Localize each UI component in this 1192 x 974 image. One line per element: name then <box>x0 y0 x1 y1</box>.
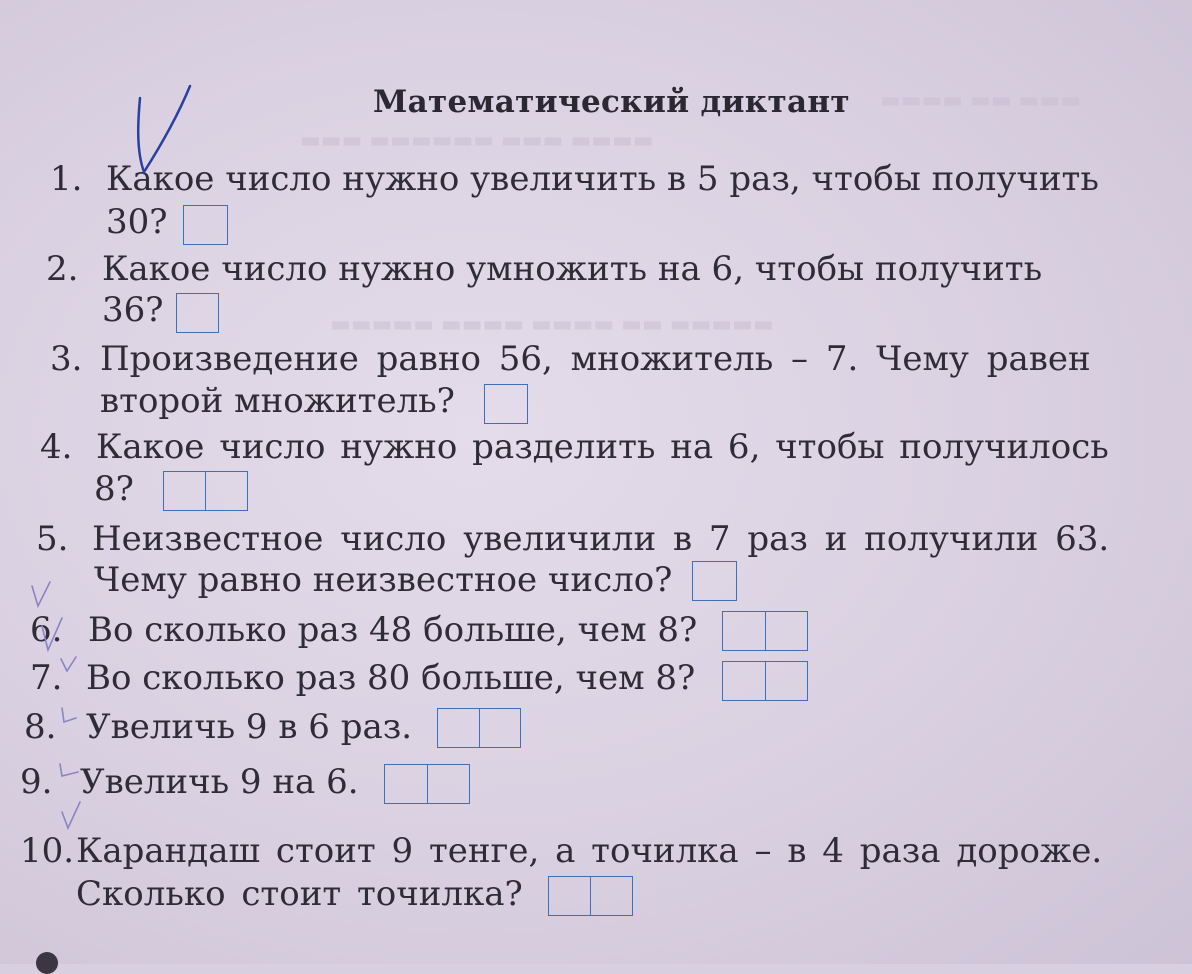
question-text: Какое число нужно увеличить в 5 раз, чтобы получить <box>106 159 1099 199</box>
question-text: Неизвестное число увеличили в 7 раз и получили 63. <box>92 519 1110 559</box>
answer-box[interactable] <box>183 205 228 245</box>
bleed-through-text: ▬▬▬▬ ▬▬▬ ▬▬▬▬▬▬ ▬▬▬ <box>300 128 654 153</box>
question-text: Во сколько раз 48 больше, чем 8? <box>88 610 698 650</box>
answer-box[interactable] <box>484 384 528 424</box>
question-number: 3. <box>50 339 83 379</box>
question-3-continuation: второй множитель? <box>100 381 455 421</box>
bleed-through-text: ▬▬▬▬▬ ▬▬ ▬▬▬▬ ▬▬▬▬ ▬▬▬▬▬ <box>330 312 774 337</box>
question-number: 4. <box>40 427 73 467</box>
question-number: 6. <box>30 610 63 650</box>
question-number: 7. <box>30 658 63 698</box>
question-text: Произведение равно 56, множитель – 7. Чему равен <box>100 339 1091 379</box>
question-number: 8. <box>24 707 57 747</box>
question-8 <box>24 706 412 749</box>
answer-box[interactable] <box>722 661 808 701</box>
question-10-continuation: Сколько стоит точилка? <box>76 874 523 914</box>
question-number: 10. <box>20 831 75 871</box>
question-4 <box>40 426 1109 469</box>
question-text: Какое число нужно разделить на 6, чтобы получилось <box>96 427 1109 467</box>
question-1 <box>50 158 1099 201</box>
question-number: 2. <box>46 249 79 289</box>
question-text: Карандаш стоит 9 тенге, а точилка – в 4 раза дороже. <box>76 831 1103 871</box>
answer-box[interactable] <box>176 293 219 333</box>
answer-box[interactable] <box>384 764 470 804</box>
question-text: Какое число нужно умножить на 6, чтобы получить <box>102 249 1043 289</box>
question-5-continuation: Чему равно неизвестное число? <box>94 560 673 600</box>
question-1-continuation: 30? <box>106 202 168 242</box>
answer-box[interactable] <box>437 708 521 748</box>
question-number: 9. <box>20 762 53 802</box>
binder-hole <box>36 952 58 974</box>
answer-box[interactable] <box>548 876 633 916</box>
question-2-continuation: 36? <box>102 290 164 330</box>
question-2 <box>46 248 1042 291</box>
question-5 <box>36 518 1109 561</box>
question-9 <box>20 761 359 804</box>
question-6 <box>30 609 697 652</box>
answer-box[interactable] <box>163 471 248 511</box>
question-3 <box>50 338 1091 381</box>
question-number: 1. <box>50 159 83 199</box>
question-number: 5. <box>36 519 69 559</box>
question-text: Увеличь 9 в 6 раз. <box>86 707 413 747</box>
question-4-continuation: 8? <box>94 469 134 509</box>
answer-box[interactable] <box>722 611 808 651</box>
question-text: Увеличь 9 на 6. <box>80 762 359 802</box>
answer-box[interactable] <box>692 561 737 601</box>
page-title: Математический диктант <box>373 84 850 120</box>
question-10 <box>20 830 1102 873</box>
question-text: Во сколько раз 80 больше, чем 8? <box>86 658 696 698</box>
question-7 <box>30 657 695 700</box>
check-mark-icon <box>28 580 58 610</box>
bleed-through-text: ▬▬▬ ▬▬ ▬▬▬▬ <box>880 88 1082 113</box>
